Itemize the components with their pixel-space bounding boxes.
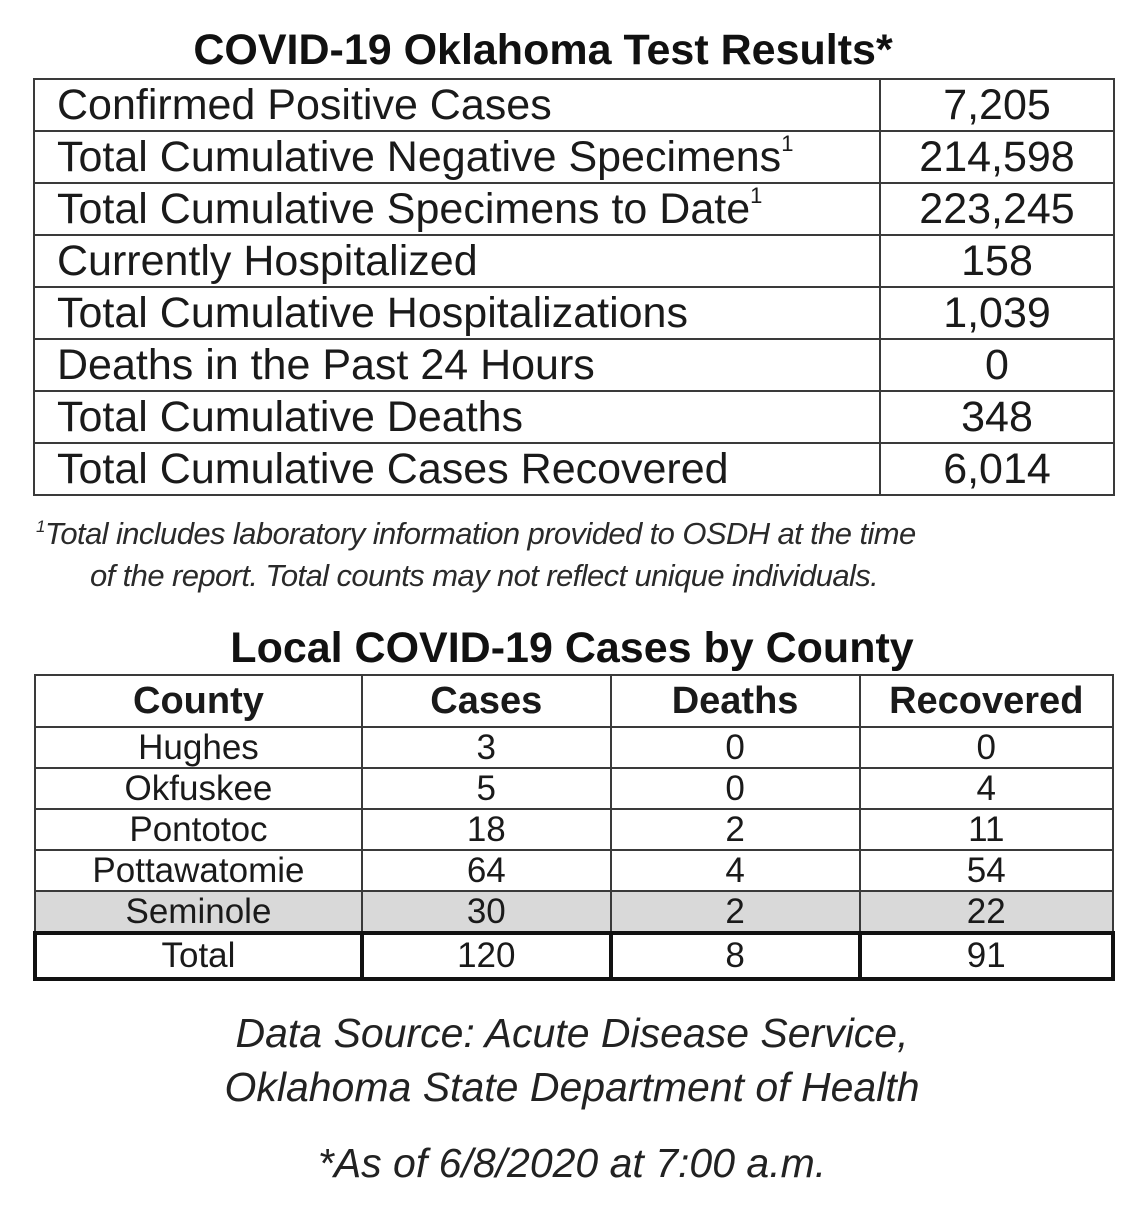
results-label-cell xyxy=(34,443,880,495)
county-deaths: 2 xyxy=(611,891,860,933)
results-label-cell xyxy=(34,79,880,131)
results-row xyxy=(34,79,1114,131)
results-label: Total Cumulative Cases Recovered xyxy=(57,445,729,493)
results-value: 348 xyxy=(880,391,1114,443)
total-deaths: 8 xyxy=(611,933,860,979)
results-label: Currently Hospitalized xyxy=(57,237,478,285)
county-name: Okfuskee xyxy=(35,768,362,809)
results-row xyxy=(34,131,1114,183)
data-source-line-1: Data Source: Acute Disease Service, xyxy=(235,1010,909,1056)
county-name: Seminole xyxy=(35,891,362,933)
county-recovered: 0 xyxy=(860,727,1114,768)
county-cases-table xyxy=(33,674,1115,981)
county-row xyxy=(35,809,1113,850)
results-row xyxy=(34,235,1114,287)
county-row xyxy=(35,850,1113,891)
results-row xyxy=(34,287,1114,339)
results-value: 1,039 xyxy=(880,287,1114,339)
county-cases: 5 xyxy=(362,768,611,809)
data-source xyxy=(0,1006,1144,1114)
test-results-table xyxy=(33,78,1115,496)
county-name: Pottawatomie xyxy=(35,850,362,891)
county-cases: 64 xyxy=(362,850,611,891)
results-label-cell xyxy=(34,391,880,443)
results-label: Total Cumulative Specimens to Date xyxy=(57,185,751,233)
column-header-deaths: Deaths xyxy=(611,675,860,727)
as-of-date: *As of 6/8/2020 at 7:00 a.m. xyxy=(317,1140,827,1186)
county-header-row xyxy=(35,675,1113,727)
county-cases: 18 xyxy=(362,809,611,850)
county-row xyxy=(35,768,1113,809)
results-label-cell xyxy=(34,131,880,183)
county-deaths: 2 xyxy=(611,809,860,850)
footnote-line-2: of the report. Total counts may not reflect unique individuals. xyxy=(90,558,879,593)
county-row xyxy=(35,727,1113,768)
footnote-mark: 1 xyxy=(750,183,763,208)
county-deaths: 0 xyxy=(611,727,860,768)
results-value: 7,205 xyxy=(880,79,1114,131)
test-results-title: COVID-19 Oklahoma Test Results* xyxy=(193,26,893,74)
results-label: Confirmed Positive Cases xyxy=(57,81,552,129)
results-value: 214,598 xyxy=(880,131,1114,183)
results-row xyxy=(34,183,1114,235)
total-recovered: 91 xyxy=(860,933,1114,979)
results-value: 6,014 xyxy=(880,443,1114,495)
county-cases: 3 xyxy=(362,727,611,768)
results-value: 223,245 xyxy=(880,183,1114,235)
county-name: Pontotoc xyxy=(35,809,362,850)
footnote-line-1: Total includes laboratory information provided to OSDH at the time xyxy=(44,516,916,551)
results-label-cell xyxy=(34,339,880,391)
data-source-line-2: Oklahoma State Department of Health xyxy=(224,1064,920,1110)
county-name: Hughes xyxy=(35,727,362,768)
county-recovered: 4 xyxy=(860,768,1114,809)
column-header-county: County xyxy=(35,675,362,727)
footnote xyxy=(36,513,1096,597)
results-value: 158 xyxy=(880,235,1114,287)
results-row xyxy=(34,391,1114,443)
county-deaths: 4 xyxy=(611,850,860,891)
results-label-cell xyxy=(34,183,880,235)
column-header-cases: Cases xyxy=(362,675,611,727)
footnote-mark: 1 xyxy=(781,131,794,156)
results-label: Total Cumulative Negative Specimens xyxy=(57,133,782,181)
county-recovered: 54 xyxy=(860,850,1114,891)
county-table-title: Local COVID-19 Cases by County xyxy=(230,624,914,672)
results-value: 0 xyxy=(880,339,1114,391)
results-label: Total Cumulative Hospitalizations xyxy=(57,289,688,337)
county-row-highlighted xyxy=(35,891,1113,933)
results-label: Total Cumulative Deaths xyxy=(57,393,524,441)
results-label: Deaths in the Past 24 Hours xyxy=(57,341,595,389)
column-header-recovered: Recovered xyxy=(860,675,1114,727)
results-label-cell xyxy=(34,235,880,287)
footnote-mark: 1 xyxy=(36,517,45,536)
total-label: Total xyxy=(35,933,362,979)
results-label-cell xyxy=(34,287,880,339)
county-total-row xyxy=(35,933,1113,979)
county-cases: 30 xyxy=(362,891,611,933)
total-cases: 120 xyxy=(362,933,611,979)
county-deaths: 0 xyxy=(611,768,860,809)
county-recovered: 22 xyxy=(860,891,1114,933)
results-row xyxy=(34,339,1114,391)
results-row xyxy=(34,443,1114,495)
county-recovered: 11 xyxy=(860,809,1114,850)
